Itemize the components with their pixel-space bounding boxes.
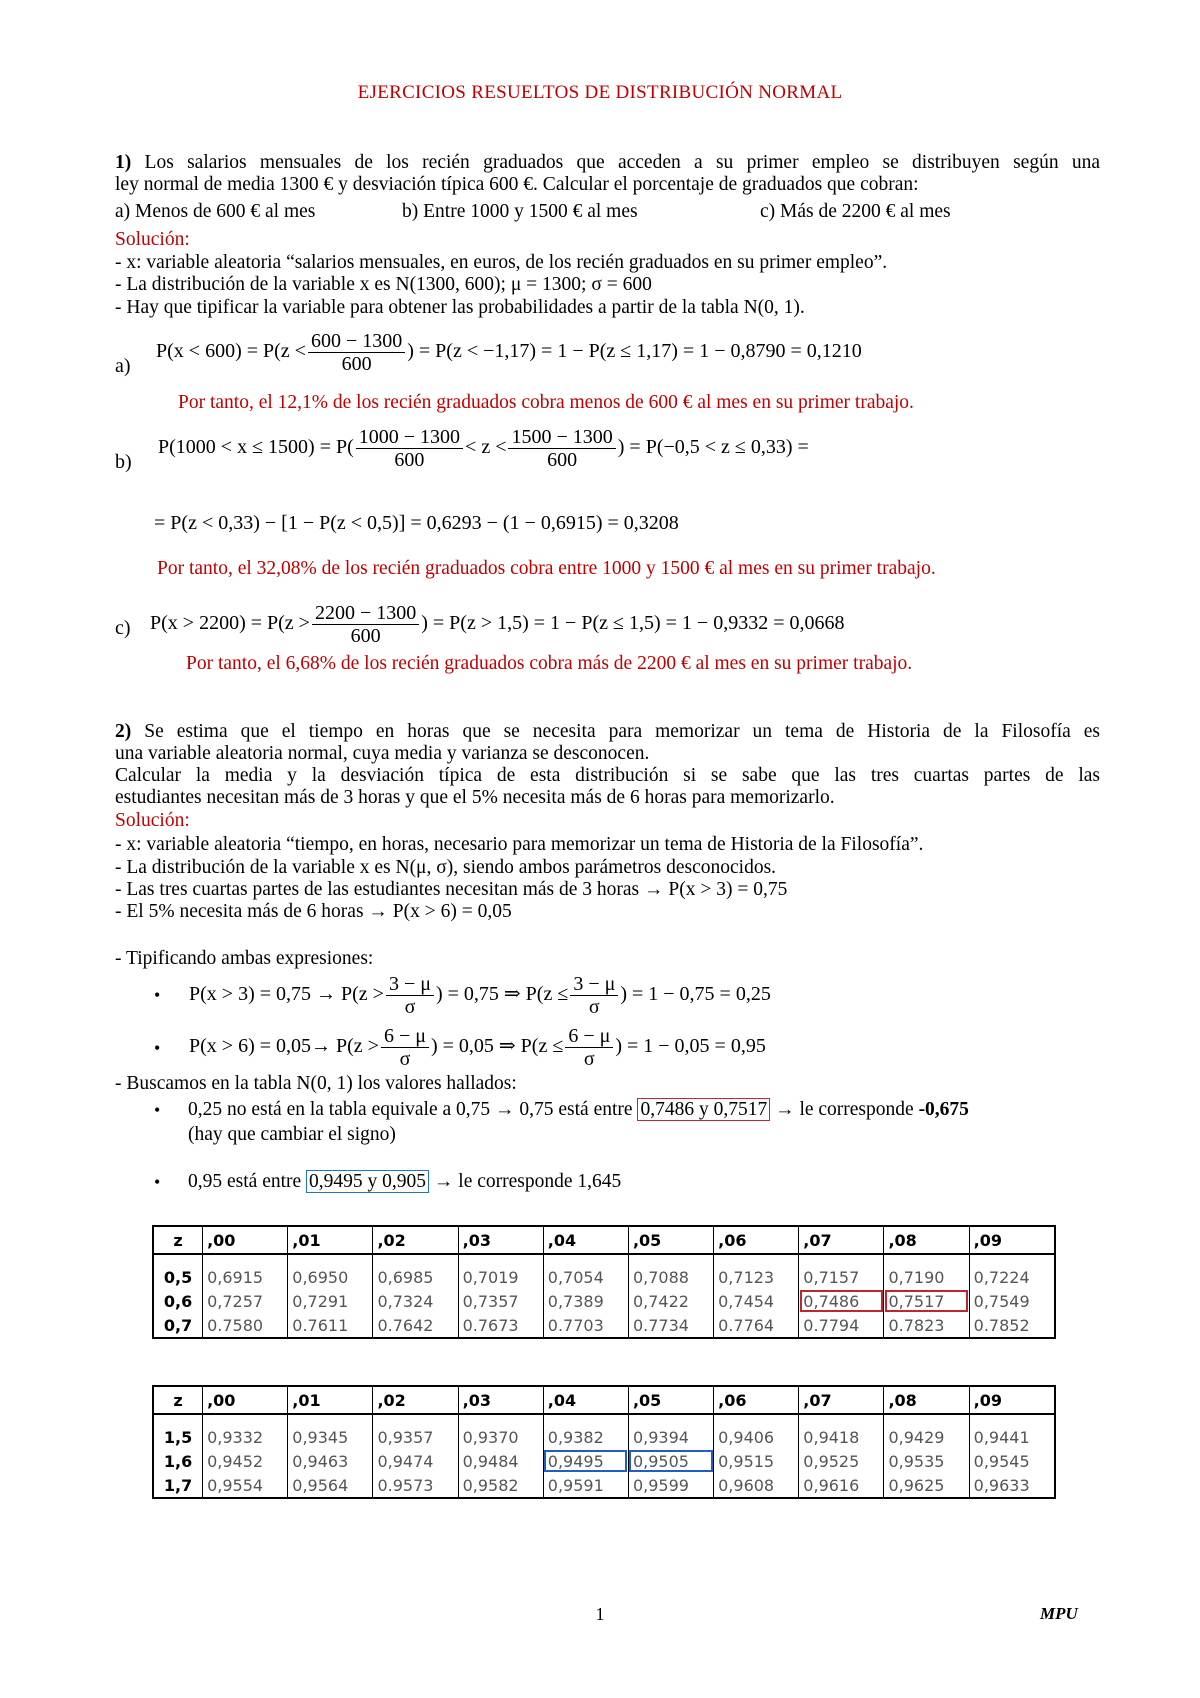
ex1-statement-line1: [115, 152, 1100, 174]
table-spacer-cell: [203, 1254, 288, 1265]
ex1-solution-line3: - Hay que tipificar la variable para obtener las probabilidades a partir de la tabla N(0, 1).: [115, 297, 805, 318]
table-cell: 0,9564: [288, 1473, 373, 1498]
ex1-a-conclusion: Por tanto, el 12,1% de los recién graduados cobra menos de 600 € al mes en su primer trabajo.: [178, 392, 914, 413]
table-spacer-cell: [628, 1414, 713, 1425]
table-cell: 0,7054: [543, 1265, 628, 1289]
table-cell: 0,9382: [543, 1425, 628, 1449]
table-cell: 0,9495: [543, 1449, 628, 1473]
table-spacer-cell: [799, 1414, 884, 1425]
ex2-b1-highlight: 0,7486 y 0,7517: [637, 1098, 770, 1121]
table-cell: 0,9484: [458, 1449, 543, 1473]
table-cell: 0.7703: [543, 1313, 628, 1338]
ex2-solution-line1: - x: variable aleatoria “tiempo, en horas, necesario para memorizar un tema de Historia de la Filosofía”.: [115, 834, 924, 855]
table-row-label: 0,7: [163, 1315, 193, 1335]
ex1-option-a: a) Menos de 600 € al mes: [115, 201, 316, 222]
table-row-label: 1,7: [163, 1475, 193, 1495]
table-cell: 0,7123: [714, 1265, 799, 1289]
ex2-bullet1-note: (hay que cambiar el signo): [188, 1124, 396, 1145]
ex2-bullet2: [188, 1171, 621, 1193]
table-cell: 0,9616: [799, 1473, 884, 1498]
ex2-e1-fraction1: [386, 973, 434, 1018]
author-initials: MPU: [1040, 1604, 1078, 1623]
page-title: EJERCICIOS RESUELTOS DE DISTRIBUCIÓN NORMAL: [357, 82, 843, 103]
table-row: [153, 1265, 1055, 1289]
table-cell: 0,7454: [714, 1289, 799, 1313]
ex2-statement-line1: [115, 721, 1100, 743]
table-cell: 0,7224: [969, 1265, 1055, 1289]
table-header-cell: ,01: [288, 1386, 373, 1414]
ex1-statement-text1: Los salarios mensuales de los recién graduados que acceden a su primer empleo se distribuyen según una: [144, 152, 1101, 173]
ex1-a-numerator: 600 − 1300: [308, 330, 405, 353]
table-header-cell: ,08: [884, 1386, 969, 1414]
table-row-label: 0,6: [163, 1291, 193, 1311]
ex1-b-mid: < z <: [465, 436, 507, 459]
normal-table-1: [152, 1225, 1056, 1339]
table-cell: 0.7852: [969, 1313, 1055, 1338]
table-header-cell: z: [153, 1386, 203, 1414]
ex2-statement-line2: una variable aleatoria normal, cuya media y varianza se desconocen.: [115, 743, 650, 764]
table-cell: 0,9429: [884, 1425, 969, 1449]
ex1-a-denominator: 600: [341, 353, 372, 375]
table-cell: 0,9554: [203, 1473, 288, 1498]
table-spacer-cell: [458, 1414, 543, 1425]
ex2-solution-line3: - Las tres cuartas partes de las estudiantes necesitan más de 3 horas → P(x > 3) = 0,75: [115, 879, 788, 900]
table-row-label: 1,6: [163, 1451, 193, 1471]
table-cell: 0,9633: [969, 1473, 1055, 1498]
ex2-equation1: [189, 973, 771, 1018]
ex1-c-right: ) = P(z > 1,5) = 1 − P(z ≤ 1,5) = 1 − 0,9332 = 0,0668: [421, 612, 845, 635]
table-header-cell: ,00: [203, 1226, 288, 1254]
table-spacer-cell: [714, 1254, 799, 1265]
table-header-cell: ,09: [969, 1386, 1055, 1414]
table-cell: 0.9573: [373, 1473, 458, 1498]
ex2-equation2: [189, 1025, 766, 1070]
ex1-b-fraction2: [508, 426, 615, 471]
ex1-option-b: b) Entre 1000 y 1500 € al mes: [402, 201, 638, 222]
ex1-c-conclusion: Por tanto, el 6,68% de los recién graduados cobra más de 2200 € al mes en su primer trabajo.: [186, 653, 913, 674]
table-spacer-cell: [969, 1254, 1055, 1265]
table-row: [153, 1313, 1055, 1338]
ex2-b2-highlight: 0,9495 y 0,905: [306, 1170, 429, 1193]
table-header-cell: ,03: [458, 1226, 543, 1254]
table-header-cell: ,09: [969, 1226, 1055, 1254]
table-cell: 0,7549: [969, 1289, 1055, 1313]
ex1-b-denominator1: 600: [394, 449, 425, 471]
table-cell: 0,7088: [628, 1265, 713, 1289]
bullet-icon: •: [154, 1100, 161, 1120]
table-row: [153, 1473, 1055, 1498]
table-header-cell: ,02: [373, 1226, 458, 1254]
table-cell: 0.7611: [288, 1313, 373, 1338]
table-cell: 0,9441: [969, 1425, 1055, 1449]
table-spacer-cell: [628, 1254, 713, 1265]
table-cell: 0,7486: [799, 1289, 884, 1313]
table-cell: 0,7517: [884, 1289, 969, 1313]
ex1-b-numerator2: 1500 − 1300: [508, 426, 615, 449]
table-header-row: [153, 1386, 1055, 1414]
ex2-question-line1: Calcular la media y la desviación típica de esta distribución si se sabe que las tres cuartas partes de las: [115, 765, 1100, 786]
table-cell: 0,9582: [458, 1473, 543, 1498]
ex1-b-numerator1: 1000 − 1300: [356, 426, 463, 449]
table-spacer-cell: [153, 1254, 203, 1265]
table-header-cell: ,04: [543, 1386, 628, 1414]
ex1-c-equation: [150, 602, 844, 647]
ex1-a-label: a): [115, 355, 131, 377]
ex2-e1-right: ) = 1 − 0,75 = 0,25: [620, 983, 771, 1006]
table-row: [153, 1425, 1055, 1449]
ex1-c-fraction: [312, 602, 419, 647]
table-cell: 0,9370: [458, 1425, 543, 1449]
ex2-b2-post: → le corresponde 1,645: [433, 1171, 622, 1192]
ex1-b-right: ) = P(−0,5 < z ≤ 0,33) =: [617, 436, 809, 459]
ex2-solution-line2: - La distribución de la variable x es N(μ, σ), siendo ambos parámetros desconocidos.: [115, 857, 777, 878]
table-cell: 0,9332: [203, 1425, 288, 1449]
table-cell: 0,7389: [543, 1289, 628, 1313]
table-spacer-cell: [884, 1254, 969, 1265]
ex2-e1-mid: ) = 0,75 ⇒ P(z ≤: [435, 983, 569, 1006]
ex2-e1-left: P(x > 3) = 0,75 → P(z >: [189, 983, 384, 1006]
table-spacer-cell: [884, 1414, 969, 1425]
ex1-b-line2: = P(z < 0,33) − [1 − P(z < 0,5)] = 0,6293 − (1 − 0,6915) = 0,3208: [154, 512, 679, 534]
table-cell: 0,9505: [628, 1449, 713, 1473]
table-cell: 0,6985: [373, 1265, 458, 1289]
table-cell: 0,9608: [714, 1473, 799, 1498]
ex1-b-equation: [158, 426, 809, 471]
table-cell: 0,9345: [288, 1425, 373, 1449]
table-cell: 0,6950: [288, 1265, 373, 1289]
ex1-b-label: b): [115, 451, 132, 473]
ex1-c-left: P(x > 2200) = P(z >: [150, 612, 310, 635]
table-cell: 0,9625: [884, 1473, 969, 1498]
ex2-search-label: - Buscamos en la tabla N(0, 1) los valores hallados:: [115, 1073, 517, 1094]
table-spacer-row: [153, 1414, 1055, 1425]
ex2-e2-numerator1: 6 − μ: [381, 1025, 429, 1048]
ex1-b-left: P(1000 < x ≤ 1500) = P(: [158, 436, 354, 459]
table-cell: 0,7422: [628, 1289, 713, 1313]
table-cell: 0,6915: [203, 1265, 288, 1289]
ex1-b-fraction1: [356, 426, 463, 471]
table-cell: 0,9418: [799, 1425, 884, 1449]
ex1-c-numerator: 2200 − 1300: [312, 602, 419, 625]
ex2-statement-text1: Se estima que el tiempo en horas que se necesita para memorizar un tema de Historia de la Filosofía es: [144, 721, 1101, 742]
table-cell: 0,7257: [203, 1289, 288, 1313]
table-header-cell: ,01: [288, 1226, 373, 1254]
table-header-cell: ,07: [799, 1226, 884, 1254]
table-header-cell: ,02: [373, 1386, 458, 1414]
table-cell: 0,9525: [799, 1449, 884, 1473]
normal-table-2: [152, 1385, 1056, 1499]
bullet-icon: •: [154, 985, 161, 1005]
ex1-solution-label: Solución:: [115, 229, 190, 250]
ex2-e1-numerator1: 3 − μ: [386, 973, 434, 996]
table-header-cell: ,03: [458, 1386, 543, 1414]
ex1-a-fraction: [308, 330, 405, 375]
table-cell: 0.7580: [203, 1313, 288, 1338]
ex2-typify-label: - Tipificando ambas expresiones:: [115, 948, 374, 969]
ex2-e2-numerator2: 6 − μ: [565, 1025, 613, 1048]
table-cell: 0.7734: [628, 1313, 713, 1338]
ex2-e2-fraction1: [381, 1025, 429, 1070]
table-spacer-cell: [543, 1254, 628, 1265]
ex2-b1-value: -0,675: [918, 1099, 969, 1120]
table-spacer-cell: [458, 1254, 543, 1265]
ex1-solution-line1: - x: variable aleatoria “salarios mensuales, en euros, de los recién graduados en su primer empleo”.: [115, 252, 888, 273]
table-cell: 0,9474: [373, 1449, 458, 1473]
table-spacer-row: [153, 1254, 1055, 1265]
ex2-e1-denominator1: σ: [404, 996, 416, 1018]
table-header-cell: ,08: [884, 1226, 969, 1254]
ex2-solution-line4: - El 5% necesita más de 6 horas → P(x > 6) = 0,05: [115, 901, 512, 922]
table-row-label: 1,5: [163, 1427, 193, 1447]
table-cell: 0,7157: [799, 1265, 884, 1289]
table-cell: 0,9452: [203, 1449, 288, 1473]
table-cell: 0,7190: [884, 1265, 969, 1289]
table-header-cell: z: [153, 1226, 203, 1254]
ex2-number: 2): [115, 721, 132, 742]
table-cell: 0,9394: [628, 1425, 713, 1449]
table-cell: 0.7673: [458, 1313, 543, 1338]
ex2-question-line2: estudiantes necesitan más de 3 horas y que el 5% necesita más de 6 horas para memorizarlo.: [115, 787, 835, 808]
ex1-option-c: c) Más de 2200 € al mes: [760, 201, 951, 222]
table-header-cell: ,00: [203, 1386, 288, 1414]
table-cell: 0,9535: [884, 1449, 969, 1473]
table-cell: 0.7794: [799, 1313, 884, 1338]
ex2-e1-denominator2: σ: [588, 996, 600, 1018]
table-spacer-cell: [543, 1414, 628, 1425]
ex1-number: 1): [115, 152, 132, 173]
table-cell: 0,9463: [288, 1449, 373, 1473]
table-header-cell: ,07: [799, 1386, 884, 1414]
ex1-b-denominator2: 600: [547, 449, 578, 471]
table-cell: 0.7642: [373, 1313, 458, 1338]
ex2-bullet1: [188, 1099, 969, 1121]
ex1-a-left: P(x < 600) = P(z <: [156, 340, 306, 363]
table-spacer-cell: [153, 1414, 203, 1425]
table-cell: 0,9591: [543, 1473, 628, 1498]
table-cell: 0.7764: [714, 1313, 799, 1338]
ex1-statement-line2: ley normal de media 1300 € y desviación típica 600 €. Calcular el porcentaje de graduados que cobran:: [115, 174, 919, 195]
ex1-c-label: c): [115, 617, 131, 639]
table-spacer-cell: [373, 1414, 458, 1425]
table-header-cell: ,06: [714, 1226, 799, 1254]
table-spacer-cell: [969, 1414, 1055, 1425]
table-row-label: 0,5: [163, 1267, 193, 1287]
table-header-row: [153, 1226, 1055, 1254]
table-spacer-cell: [714, 1414, 799, 1425]
ex2-e2-right: ) = 1 − 0,05 = 0,95: [615, 1035, 766, 1058]
table-spacer-cell: [799, 1254, 884, 1265]
ex1-solution-line2: - La distribución de la variable x es N(1300, 600); μ = 1300; σ = 600: [115, 274, 652, 295]
ex2-b1-text: 0,25 no está en la tabla equivale a 0,75 → 0,75 está entre: [188, 1099, 633, 1120]
bullet-icon: •: [154, 1172, 161, 1192]
table-header-cell: ,06: [714, 1386, 799, 1414]
ex1-b-conclusion: Por tanto, el 32,08% de los recién graduados cobra entre 1000 y 1500 € al mes en su primer trabajo.: [157, 558, 936, 579]
ex2-b1-post: → le corresponde: [775, 1099, 914, 1120]
bullet-icon: •: [154, 1038, 161, 1058]
table-cell: 0,9357: [373, 1425, 458, 1449]
ex2-e1-numerator2: 3 − μ: [570, 973, 618, 996]
page-number: 1: [595, 1604, 605, 1624]
ex2-e2-denominator2: σ: [583, 1048, 595, 1070]
ex2-e1-fraction2: [570, 973, 618, 1018]
ex2-e2-denominator1: σ: [399, 1048, 411, 1070]
table-cell: 0,9515: [714, 1449, 799, 1473]
table-row: [153, 1289, 1055, 1313]
ex1-c-denominator: 600: [350, 625, 381, 647]
table-cell: 0,7291: [288, 1289, 373, 1313]
table-cell: 0.7823: [884, 1313, 969, 1338]
table-header-cell: ,05: [628, 1386, 713, 1414]
ex2-solution-label: Solución:: [115, 810, 190, 831]
table-spacer-cell: [203, 1414, 288, 1425]
table-cell: 0,7324: [373, 1289, 458, 1313]
ex2-e2-left: P(x > 6) = 0,05→ P(z >: [189, 1035, 379, 1058]
ex2-e2-mid: ) = 0,05 ⇒ P(z ≤: [430, 1035, 564, 1058]
table-cell: 0,9406: [714, 1425, 799, 1449]
ex2-e2-fraction2: [565, 1025, 613, 1070]
ex1-a-right: ) = P(z < −1,17) = 1 − P(z ≤ 1,17) = 1 − 0,8790 = 0,1210: [407, 340, 862, 363]
ex2-b2-text: 0,95 está entre: [188, 1171, 302, 1192]
table-cell: 0,9545: [969, 1449, 1055, 1473]
table-spacer-cell: [288, 1414, 373, 1425]
table-spacer-cell: [373, 1254, 458, 1265]
table-cell: 0,7019: [458, 1265, 543, 1289]
ex1-a-equation: [156, 330, 862, 375]
table-row: [153, 1449, 1055, 1473]
table-header-cell: ,04: [543, 1226, 628, 1254]
table-cell: 0,7357: [458, 1289, 543, 1313]
table-cell: 0,9599: [628, 1473, 713, 1498]
table-spacer-cell: [288, 1254, 373, 1265]
table-header-cell: ,05: [628, 1226, 713, 1254]
